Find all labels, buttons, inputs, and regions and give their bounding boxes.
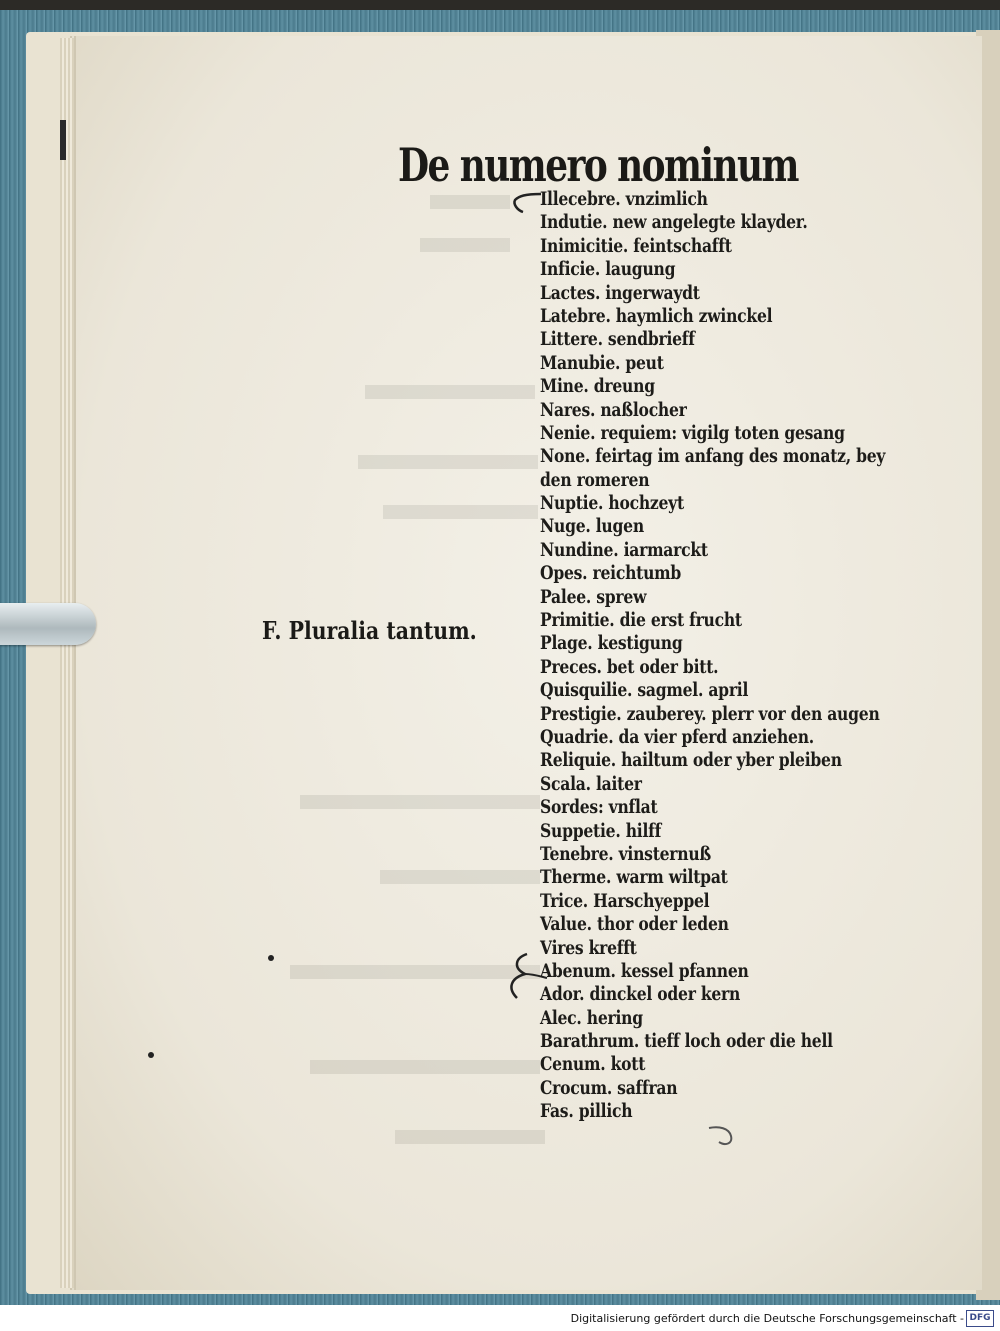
show-through-mark	[395, 1130, 545, 1144]
word-list	[540, 188, 940, 1124]
show-through-mark	[300, 795, 540, 809]
word-entry: Mine. dreung	[540, 375, 655, 398]
word-entry: Therme. warm wiltpat	[540, 866, 728, 889]
dfg-credit: Digitalisierung gefördert durch die Deutsche Forschungsgemeinschaft -	[570, 1312, 964, 1325]
word-entry: Preces. bet oder bitt.	[540, 655, 719, 678]
word-entry: Latebre. haymlich zwinckel	[540, 304, 773, 327]
bookmark-ribbon	[60, 120, 66, 160]
word-entry: Littere. sendbrieff	[540, 328, 695, 351]
word-entry: Nuge. lugen	[540, 515, 644, 538]
word-entry: Tenebre. vinsternuß	[540, 842, 712, 865]
word-entry: Prestigie. zauberey. plerr vor den augen	[540, 702, 880, 725]
word-entry: Sordes: vnflat	[540, 796, 658, 819]
word-entry: Inimicitie. feintschafft	[540, 234, 732, 257]
ink-dot	[268, 955, 274, 961]
pluralia-tantum-label: F. Pluralia tantum.	[262, 616, 477, 645]
word-entry: Nares. naßlocher	[540, 398, 687, 421]
show-through-mark	[383, 505, 538, 519]
word-entry: Vires krefft	[540, 936, 637, 959]
word-entry: Nuptie. hochzeyt	[540, 492, 684, 515]
word-entry: Barathrum. tieff loch oder die hell	[540, 1030, 833, 1053]
word-entry: Primitie. die erst frucht	[540, 609, 742, 632]
word-entry: Ador. dinckel oder kern	[540, 983, 741, 1006]
page-clip	[0, 603, 96, 645]
word-entry: Quadrie. da vier pferd anziehen.	[540, 725, 814, 748]
word-entry: Cenum. kott	[540, 1053, 646, 1076]
word-entry: Lactes. ingerwaydt	[540, 281, 700, 304]
word-entry: Nundine. iarmarckt	[540, 538, 708, 561]
word-entry: Manubie. peut	[540, 351, 664, 374]
scan-top-edge	[0, 0, 1000, 10]
show-through-mark	[365, 385, 535, 399]
word-entry: Crocum. saffran	[540, 1076, 678, 1099]
word-entry: Plage. kestigung	[540, 632, 683, 655]
word-entry: Suppetie. hilff	[540, 819, 662, 842]
show-through-mark	[310, 1060, 540, 1074]
word-entry: Quisquilie. sagmel. april	[540, 679, 749, 702]
show-through-mark	[420, 238, 510, 252]
word-entry: Abenum. kessel pfannen	[540, 959, 749, 982]
show-through-mark	[430, 195, 510, 209]
word-entry: Reliquie. hailtum oder yber pleiben	[540, 749, 842, 772]
brace-top	[505, 190, 545, 220]
word-entry: None. feirtag im anfang des monatz, bey	[540, 445, 886, 468]
word-entry: den romeren	[540, 468, 650, 491]
word-entry: Fas. pillich	[540, 1100, 633, 1123]
word-entry: Illecebre. vnzimlich	[540, 188, 708, 210]
word-entry: Opes. reichtumb	[540, 562, 682, 585]
dfg-logo: DFG	[966, 1310, 994, 1327]
word-entry: Scala. laiter	[540, 772, 642, 795]
show-through-mark	[380, 870, 540, 884]
word-entry: Nenie. requiem: vigilg toten gesang	[540, 421, 845, 444]
word-entry: Palee. sprew	[540, 585, 647, 608]
word-entry: Indutie. new angelegte klayder.	[540, 211, 808, 234]
word-entry: Alec. hering	[540, 1006, 643, 1029]
word-entry: Value. thor oder leden	[540, 913, 729, 936]
show-through-mark	[358, 455, 538, 469]
word-entry: Inficie. laugung	[540, 258, 676, 281]
ink-dot	[148, 1052, 154, 1058]
brace-end	[705, 1122, 745, 1152]
page-heading: De numero nominum	[398, 138, 798, 192]
word-entry: Trice. Harschyeppel	[540, 889, 710, 912]
page-leaves	[60, 38, 74, 1288]
